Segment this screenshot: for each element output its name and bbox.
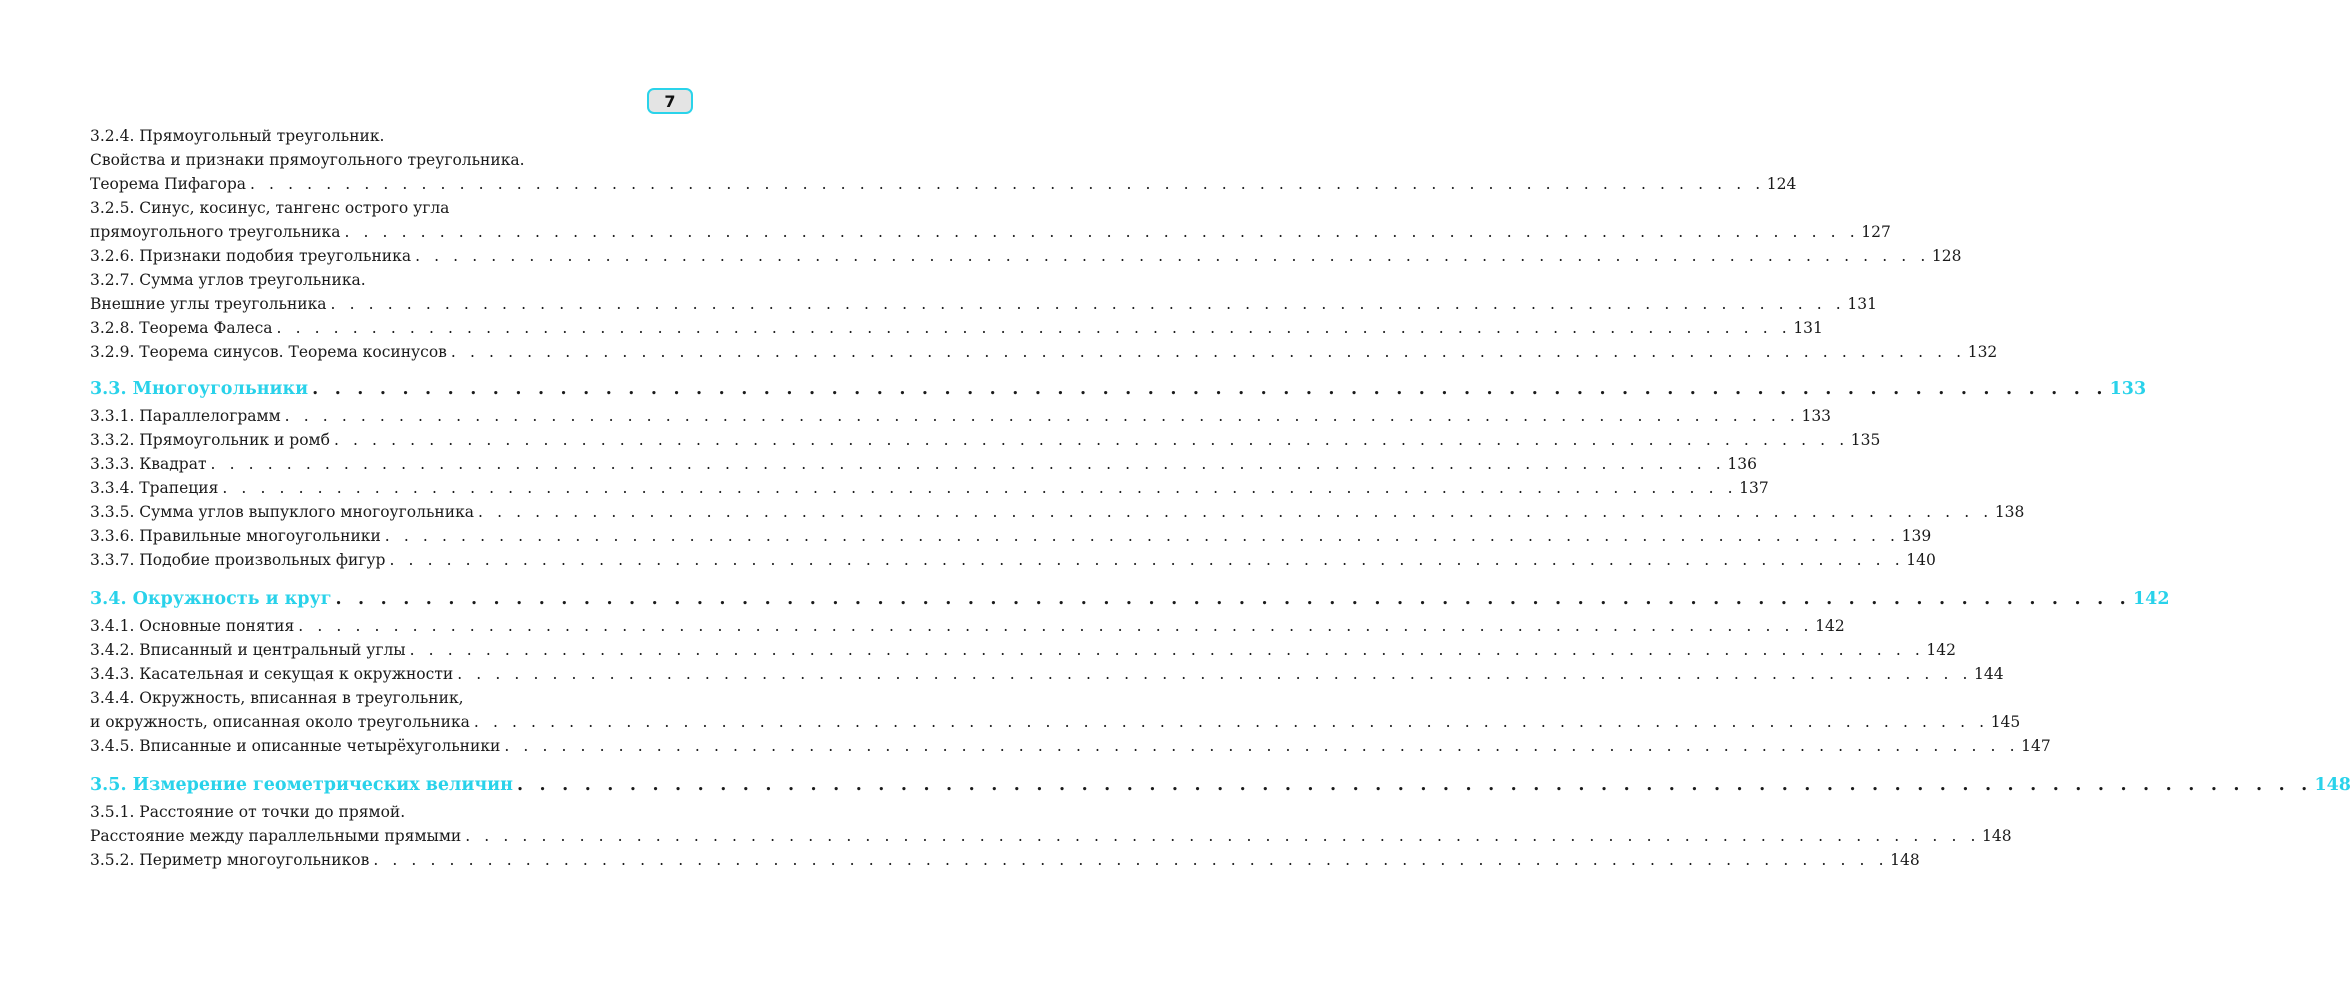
- toc-entry[interactable]: [90, 548, 1936, 572]
- dot-leader: . . . . . . . . . . . . . . . . . . . . . . . . . . . . . . . . . . . . . . . . . . . . . . . . . . . . . . . . . . . . . . . . . . . . . . . . . . . . . . . .: [373, 851, 1889, 869]
- section-title: 3.3. Многоугольники: [90, 379, 309, 399]
- toc-entry[interactable]: [90, 244, 1962, 268]
- toc-entry-line: [90, 500, 2025, 524]
- dot-leader: . . . . . . . . . . . . . . . . . . . . . . . . . . . . . . . . . . . . . . . . . . . . . . . . . . . . . . . . . . . . . . . . . . . . . . . . . . . . . . . .: [384, 527, 1900, 545]
- toc-entry-line: [90, 244, 1962, 268]
- entry-title: и окружность, описанная около треугольника: [90, 713, 470, 731]
- dot-leader: . . . . . . . . . . . . . . . . . . . . . . . . . . . . . . . . . . . . . . . . . . . . . . . . . . . . . . . . . . . . . . . . . . . . . . . . . . . . . . . .: [312, 379, 2108, 399]
- table-of-contents: [90, 124, 2351, 872]
- page-ref: 142: [1926, 641, 1957, 659]
- toc-section-heading[interactable]: [90, 772, 2351, 798]
- entry-title: прямоугольного треугольника: [90, 223, 341, 241]
- entry-title: Внешние углы треугольника: [90, 295, 327, 313]
- dot-leader: . . . . . . . . . . . . . . . . . . . . . . . . . . . . . . . . . . . . . . . . . . . . . . . . . . . . . . . . . . . . . . . . . . . . . . . . . . . . . . . .: [344, 223, 1860, 241]
- dot-leader: . . . . . . . . . . . . . . . . . . . . . . . . . . . . . . . . . . . . . . . . . . . . . . . . . . . . . . . . . . . . . . . . . . . . . . . . . . . . . . . .: [335, 589, 2131, 609]
- page-ref: 144: [1974, 665, 2004, 683]
- dot-leader: . . . . . . . . . . . . . . . . . . . . . . . . . . . . . . . . . . . . . . . . . . . . . . . . . . . . . . . . . . . . . . . . . . . . . . . . . . . . . . . .: [210, 455, 1726, 473]
- dot-leader: . . . . . . . . . . . . . . . . . . . . . . . . . . . . . . . . . . . . . . . . . . . . . . . . . . . . . . . . . . . . . . . . . . . . . . . . . . . . . . . .: [516, 775, 2313, 795]
- dot-leader: . . . . . . . . . . . . . . . . . . . . . . . . . . . . . . . . . . . . . . . . . . . . . . . . . . . . . . . . . . . . . . . . . . . . . . . . . . . . . . . .: [333, 431, 1849, 449]
- page-ref: 136: [1727, 455, 1757, 473]
- entry-title: 3.2.8. Теорема Фалеса: [90, 319, 273, 337]
- toc-entry-line: [90, 662, 2004, 686]
- toc-entry-line: [90, 268, 678, 292]
- toc-entry-line: [90, 220, 1891, 244]
- page-ref: 145: [1990, 713, 2021, 731]
- toc-entry-line: [90, 824, 2012, 848]
- toc-entry-line: [90, 772, 2351, 798]
- toc-entry-line: [90, 148, 678, 172]
- dot-leader: . . . . . . . . . . . . . . . . . . . . . . . . . . . . . . . . . . . . . . . . . . . . . . . . . . . . . . . . . . . . . . . . . . . . . . . . . . . . . . . .: [450, 343, 1966, 361]
- section-title: 3.4. Окружность и круг: [90, 589, 332, 609]
- toc-entry-line: [90, 376, 2147, 402]
- toc-entry-line: [90, 428, 1881, 452]
- page-ref: 148: [1982, 827, 2012, 845]
- toc-entry-line: [90, 638, 1957, 662]
- entry-title: 3.3.6. Правильные многоугольники: [90, 527, 381, 545]
- entry-title: 3.3.2. Прямоугольник и ромб: [90, 431, 330, 449]
- toc-entry[interactable]: [90, 404, 1832, 428]
- toc-entry-line: [90, 710, 2021, 734]
- entry-title: 3.3.4. Трапеция: [90, 479, 219, 497]
- toc-entry-line: [90, 476, 1769, 500]
- toc-entry-line: [90, 404, 1832, 428]
- page-ref: 133: [1801, 407, 1832, 425]
- entry-title: 3.4.3. Касательная и секущая к окружности: [90, 665, 454, 683]
- dot-leader: . . . . . . . . . . . . . . . . . . . . . . . . . . . . . . . . . . . . . . . . . . . . . . . . . . . . . . . . . . . . . . . . . . . . . . . . . . . . . . . .: [409, 641, 1925, 659]
- toc-entry[interactable]: [90, 500, 2025, 524]
- section-title: 3.5. Измерение геометрических величин: [90, 775, 513, 795]
- page-ref: 124: [1766, 175, 1797, 193]
- toc-entry-line: [90, 686, 678, 710]
- toc-entry[interactable]: [90, 428, 1881, 452]
- toc-entry-line: [90, 196, 678, 220]
- dot-leader: . . . . . . . . . . . . . . . . . . . . . . . . . . . . . . . . . . . . . . . . . . . . . . . . . . . . . . . . . . . . . . . . . . . . . . . . . . . . . . . .: [457, 665, 1973, 683]
- entry-title: 3.4.2. Вписанный и центральный углы: [90, 641, 406, 659]
- toc-entry[interactable]: [90, 316, 1823, 340]
- dot-leader: . . . . . . . . . . . . . . . . . . . . . . . . . . . . . . . . . . . . . . . . . . . . . . . . . . . . . . . . . . . . . . . . . . . . . . . . . . . . . . . .: [504, 737, 2020, 755]
- dot-leader: . . . . . . . . . . . . . . . . . . . . . . . . . . . . . . . . . . . . . . . . . . . . . . . . . . . . . . . . . . . . . . . . . . . . . . . . . . . . . . . .: [284, 407, 1800, 425]
- page-ref: 140: [1906, 551, 1936, 569]
- toc-entry[interactable]: [90, 686, 2021, 734]
- dot-leader: . . . . . . . . . . . . . . . . . . . . . . . . . . . . . . . . . . . . . . . . . . . . . . . . . . . . . . . . . . . . . . . . . . . . . . . . . . . . . . . .: [298, 617, 1814, 635]
- dot-leader: . . . . . . . . . . . . . . . . . . . . . . . . . . . . . . . . . . . . . . . . . . . . . . . . . . . . . . . . . . . . . . . . . . . . . . . . . . . . . . . .: [250, 175, 1765, 193]
- entry-title: Расстояние между параллельными прямыми: [90, 827, 462, 845]
- toc-entry[interactable]: [90, 734, 2051, 758]
- entry-title: 3.3.5. Сумма углов выпуклого многоугольника: [90, 503, 475, 521]
- toc-entry[interactable]: [90, 268, 1877, 316]
- toc-section-heading[interactable]: [90, 376, 2147, 402]
- dot-leader: . . . . . . . . . . . . . . . . . . . . . . . . . . . . . . . . . . . . . . . . . . . . . . . . . . . . . . . . . . . . . . . . . . . . . . . . . . . . . . . .: [473, 713, 1989, 731]
- toc-entry[interactable]: [90, 524, 1932, 548]
- entry-title: 3.4.4. Окружность, вписанная в треугольник,: [90, 689, 464, 707]
- dot-leader: . . . . . . . . . . . . . . . . . . . . . . . . . . . . . . . . . . . . . . . . . . . . . . . . . . . . . . . . . . . . . . . . . . . . . . . . . . . . . . . .: [389, 551, 1905, 569]
- toc-entry[interactable]: [90, 800, 2012, 848]
- toc-entry[interactable]: [90, 452, 1757, 476]
- toc-entry-line: [90, 452, 1757, 476]
- entry-title: 3.4.5. Вписанные и описанные четырёхугольники: [90, 737, 501, 755]
- toc-entry[interactable]: [90, 476, 1769, 500]
- page-ref: 142: [1815, 617, 1845, 635]
- toc-entry-line: [90, 340, 1998, 364]
- entry-title: Свойства и признаки прямоугольного треугольника.: [90, 151, 525, 169]
- page-ref: 132: [1967, 343, 1998, 361]
- toc-entry-line: [90, 848, 1920, 872]
- page-ref: 135: [1850, 431, 1881, 449]
- entry-title: 3.2.5. Синус, косинус, тангенс острого угла: [90, 199, 450, 217]
- toc-entry-line: [90, 292, 1877, 316]
- entry-title: 3.2.7. Сумма углов треугольника.: [90, 271, 366, 289]
- page-ref: 133: [2109, 379, 2147, 399]
- page-ref: 127: [1861, 223, 1891, 241]
- page-ref: 147: [2021, 737, 2051, 755]
- page-ref: 137: [1739, 479, 1769, 497]
- page-number-badge: [647, 88, 693, 114]
- dot-leader: . . . . . . . . . . . . . . . . . . . . . . . . . . . . . . . . . . . . . . . . . . . . . . . . . . . . . . . . . . . . . . . . . . . . . . . . . . . . . . . .: [478, 503, 1993, 521]
- dot-leader: . . . . . . . . . . . . . . . . . . . . . . . . . . . . . . . . . . . . . . . . . . . . . . . . . . . . . . . . . . . . . . . . . . . . . . . . . . . . . . . .: [465, 827, 1981, 845]
- toc-entry-line: [90, 800, 678, 824]
- toc-entry-line: [90, 172, 1797, 196]
- toc-section-heading[interactable]: [90, 586, 2170, 612]
- entry-title: 3.3.3. Квадрат: [90, 455, 207, 473]
- page-ref: 131: [1793, 319, 1823, 337]
- toc-entry[interactable]: [90, 614, 1845, 638]
- toc-entry-line: [90, 124, 678, 148]
- page-ref: 148: [1890, 851, 1920, 869]
- toc-entry-line: [90, 586, 2170, 612]
- entry-title: Теорема Пифагора: [90, 175, 246, 193]
- entry-title: 3.3.7. Подобие произвольных фигур: [90, 551, 386, 569]
- page-ref: 148: [2314, 775, 2351, 795]
- page-ref: 142: [2132, 589, 2170, 609]
- page-ref: 131: [1847, 295, 1877, 313]
- toc-entry-line: [90, 524, 1932, 548]
- toc-entry[interactable]: [90, 638, 1957, 662]
- toc-entry[interactable]: [90, 340, 1998, 364]
- dot-leader: . . . . . . . . . . . . . . . . . . . . . . . . . . . . . . . . . . . . . . . . . . . . . . . . . . . . . . . . . . . . . . . . . . . . . . . . . . . . . . . .: [330, 295, 1846, 313]
- toc-entry[interactable]: [90, 848, 1920, 872]
- dot-leader: . . . . . . . . . . . . . . . . . . . . . . . . . . . . . . . . . . . . . . . . . . . . . . . . . . . . . . . . . . . . . . . . . . . . . . . . . . . . . . . .: [415, 247, 1930, 265]
- entry-title: 3.5.1. Расстояние от точки до прямой.: [90, 803, 406, 821]
- toc-entry[interactable]: [90, 124, 1797, 196]
- toc-entry-line: [90, 316, 1823, 340]
- entry-title: 3.4.1. Основные понятия: [90, 617, 295, 635]
- toc-entry[interactable]: [90, 196, 1891, 244]
- entry-title: 3.3.1. Параллелограмм: [90, 407, 281, 425]
- page-ref: 139: [1901, 527, 1932, 545]
- toc-entry-line: [90, 734, 2051, 758]
- dot-leader: . . . . . . . . . . . . . . . . . . . . . . . . . . . . . . . . . . . . . . . . . . . . . . . . . . . . . . . . . . . . . . . . . . . . . . . . . . . . . . . .: [276, 319, 1792, 337]
- page-number: 7: [664, 91, 676, 111]
- entry-title: 3.2.6. Признаки подобия треугольника: [90, 247, 412, 265]
- toc-entry-line: [90, 614, 1845, 638]
- entry-title: 3.5.2. Периметр многоугольников: [90, 851, 370, 869]
- toc-entry[interactable]: [90, 662, 2004, 686]
- entry-title: 3.2.9. Теорема синусов. Теорема косинусов: [90, 343, 447, 361]
- page-ref: 138: [1994, 503, 2025, 521]
- page-ref: 128: [1931, 247, 1962, 265]
- dot-leader: . . . . . . . . . . . . . . . . . . . . . . . . . . . . . . . . . . . . . . . . . . . . . . . . . . . . . . . . . . . . . . . . . . . . . . . . . . . . . . . .: [222, 479, 1738, 497]
- toc-entry-line: [90, 548, 1936, 572]
- entry-title: 3.2.4. Прямоугольный треугольник.: [90, 127, 385, 145]
